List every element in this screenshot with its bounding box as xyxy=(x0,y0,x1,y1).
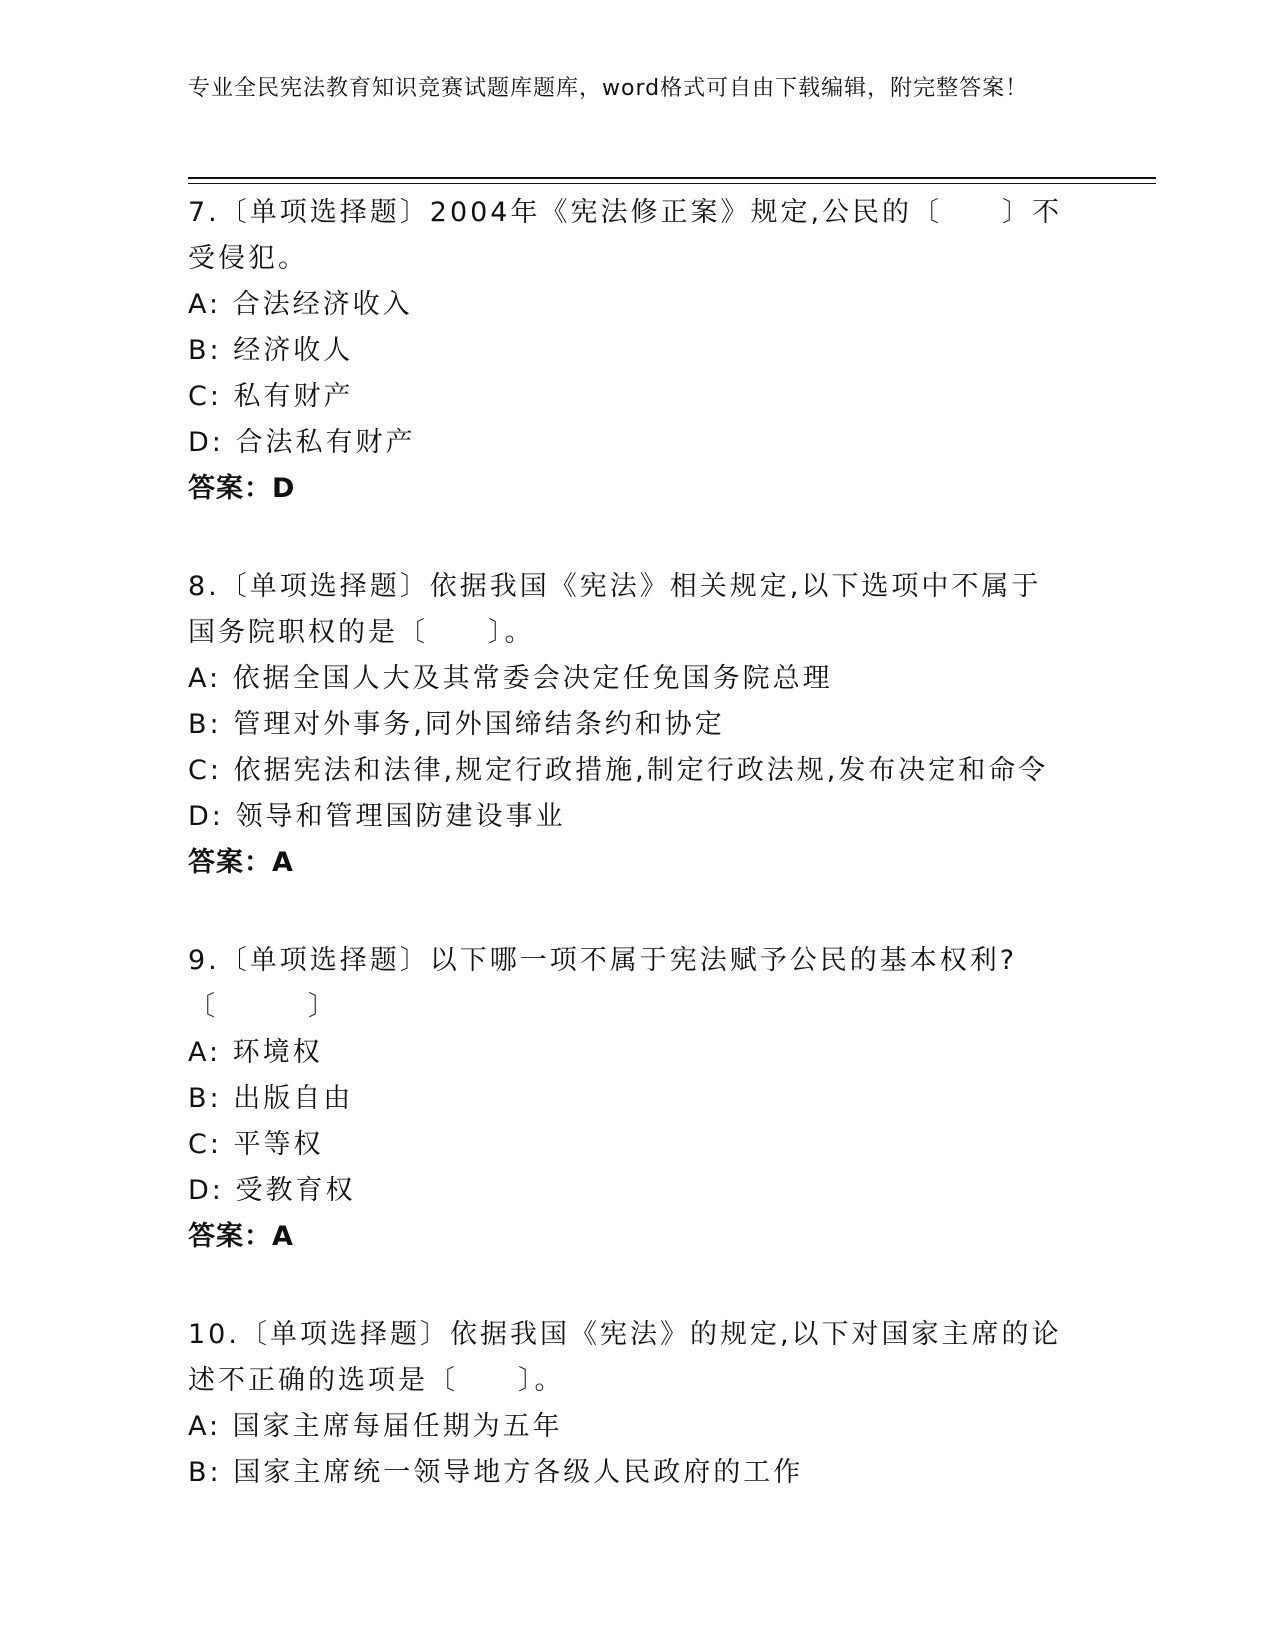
option-b: B: 经济收人 xyxy=(188,335,354,366)
question-7 xyxy=(188,190,1088,512)
question-list xyxy=(188,190,1088,1548)
question-stem: 8.〔单项选择题〕依据我国《宪法》相关规定,以下选项中不属于国务院职权的是〔 〕。 xyxy=(188,571,1042,648)
option-a: A: 国家主席每届任期为五年 xyxy=(188,1411,563,1442)
option-c: C: 平等权 xyxy=(188,1129,324,1160)
option-b: B: 国家主席统一领导地方各级人民政府的工作 xyxy=(188,1457,804,1488)
header-divider-thin xyxy=(188,183,1156,184)
question-8 xyxy=(188,564,1088,886)
option-a: A: 合法经济收入 xyxy=(188,289,413,320)
answer-line: 答案：A xyxy=(188,1221,294,1252)
question-9 xyxy=(188,938,1088,1260)
option-d: D: 受教育权 xyxy=(188,1175,356,1206)
option-c: C: 依据宪法和法律,规定行政措施,制定行政法规,发布决定和命令 xyxy=(188,755,1049,786)
answer-line: 答案：D xyxy=(188,473,296,504)
option-c: C: 私有财产 xyxy=(188,381,354,412)
option-a: A: 依据全国人大及其常委会决定任免国务院总理 xyxy=(188,663,833,694)
option-b: B: 出版自由 xyxy=(188,1083,354,1114)
answer-line: 答案：A xyxy=(188,847,294,878)
option-b: B: 管理对外事务,同外国缔结条约和协定 xyxy=(188,709,725,740)
header-divider-thick xyxy=(188,177,1156,179)
question-stem: 10.〔单项选择题〕依据我国《宪法》的规定,以下对国家主席的论述不正确的选项是〔 〕。 xyxy=(188,1319,1062,1396)
option-d: D: 领导和管理国防建设事业 xyxy=(188,801,566,832)
option-d: D: 合法私有财产 xyxy=(188,427,416,458)
document-header: 专业全民宪法教育知识竞赛试题库题库，word格式可自由下载编辑，附完整答案！ xyxy=(188,76,1029,101)
option-a: A: 环境权 xyxy=(188,1037,323,1068)
question-stem: 9.〔单项选择题〕以下哪一项不属于宪法赋予公民的基本权利?〔 〕 xyxy=(188,945,1018,1022)
question-stem: 7.〔单项选择题〕2004年《宪法修正案》规定,公民的〔 〕不受侵犯。 xyxy=(188,197,1063,274)
question-10 xyxy=(188,1312,1088,1496)
